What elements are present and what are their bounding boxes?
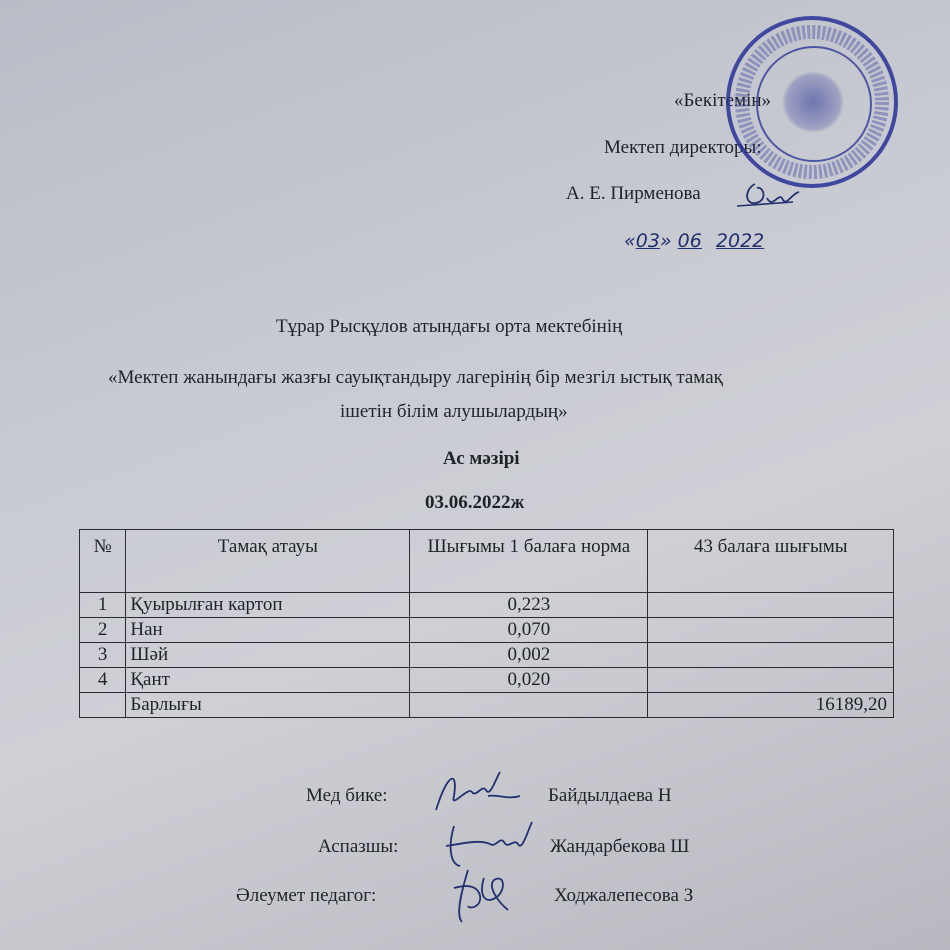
summary-total: 16189,20 [648, 693, 894, 718]
pedagogue-signature [448, 866, 518, 926]
date-year: 2022 [715, 230, 765, 252]
signatory-role: Әлеумет педагог: [236, 885, 377, 906]
row-norm: 0,223 [410, 593, 648, 618]
director-label: Мектеп директоры: [604, 137, 762, 158]
nurse-signature [428, 766, 528, 816]
date-month: 06 [677, 230, 702, 252]
program-line-1: «Мектеп жанындағы жазғы сауықтандыру лагерінің бір мезгіл ыстық тамақ [108, 367, 723, 388]
approval-date: «03» 06 2022 [624, 230, 765, 252]
school-name: Тұрар Рысқұлов атындағы орта мектебінің [276, 316, 623, 337]
row-total [648, 643, 894, 668]
header-norm: Шығымы 1 балаға норма [410, 530, 648, 593]
school-stamp [726, 16, 898, 188]
row-dish-name: Шәй [126, 643, 410, 668]
document-title: Ас мәзірі [443, 448, 520, 469]
cook-signature [440, 816, 540, 872]
row-norm: 0,020 [410, 668, 648, 693]
table-row [80, 668, 894, 693]
row-number: 2 [80, 618, 126, 643]
signatory-role: Аспазшы: [318, 836, 399, 857]
row-dish-name: Нан [126, 618, 410, 643]
row-total [648, 618, 894, 643]
row-total [648, 668, 894, 693]
program-line-2: ішетін білім алушылардың» [340, 401, 568, 422]
row-number: 4 [80, 668, 126, 693]
row-number: 1 [80, 593, 126, 618]
signatory-name: Жандарбекова Ш [550, 836, 690, 857]
approved-label: «Бекітемін» [674, 90, 772, 111]
menu-table [79, 529, 894, 718]
signatory-name: Ходжалепесова З [554, 885, 694, 906]
row-dish-name: Қант [126, 668, 410, 693]
header-number: № [80, 530, 126, 593]
table-summary-row [80, 693, 894, 718]
director-name: А. Е. Пирменова [566, 183, 701, 204]
row-dish-name: Қуырылған картоп [126, 593, 410, 618]
document-date: 03.06.2022ж [425, 492, 525, 513]
table-row [80, 618, 894, 643]
table-header-row [80, 530, 894, 593]
summary-number [80, 693, 126, 718]
table-row [80, 593, 894, 618]
summary-norm [410, 693, 648, 718]
header-dish-name: Тамақ атауы [126, 530, 410, 593]
row-norm: 0,002 [410, 643, 648, 668]
header-total: 43 балаға шығымы [648, 530, 894, 593]
row-number: 3 [80, 643, 126, 668]
signatory-name: Байдылдаева Н [548, 785, 672, 806]
summary-label: Барлығы [126, 693, 410, 718]
date-day: 03 [635, 230, 660, 252]
table-row [80, 643, 894, 668]
row-norm: 0,070 [410, 618, 648, 643]
signatory-role: Мед бике: [306, 785, 388, 806]
row-total [648, 593, 894, 618]
